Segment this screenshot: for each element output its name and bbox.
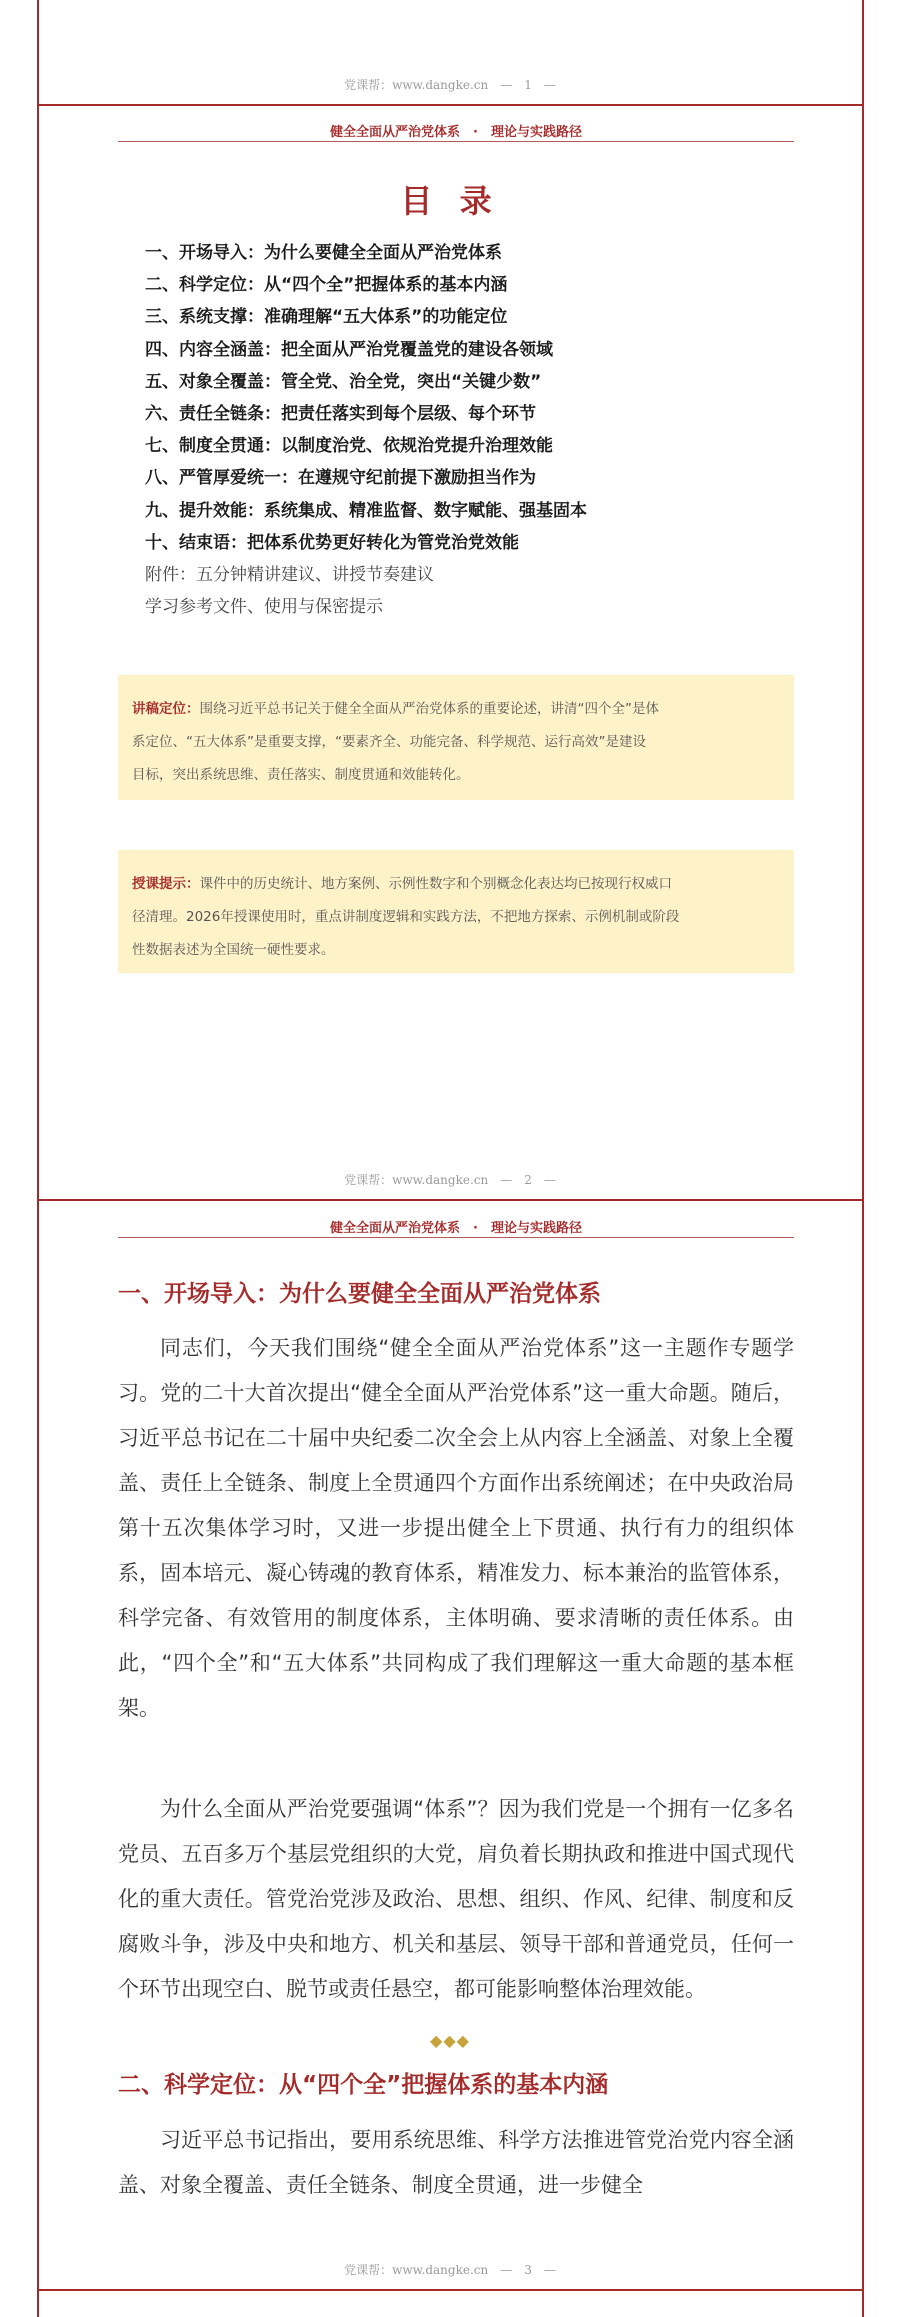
- toc-item[interactable]: 七、制度全贯通：以制度治党、依规治党提升治理效能: [145, 436, 553, 457]
- running-header-2: 健全全面从严治党体系 · 理论与实践路径: [330, 125, 582, 140]
- toc-item[interactable]: 一、开场导入：为什么要健全全面从严治党体系: [145, 243, 502, 263]
- header-rule-2: [118, 141, 794, 142]
- page-footer-1: 党课帮：www.dangke.cn — 1 —: [344, 78, 556, 92]
- running-header-3: 健全全面从严治党体系 · 理论与实践路径: [330, 1221, 582, 1236]
- toc-item[interactable]: 八、严管厚爱统一：在遵规守纪前提下激励担当作为: [145, 468, 536, 489]
- toc-item[interactable]: 四、内容全涵盖：把全面从严治党覆盖党的建设各领域: [145, 339, 553, 360]
- section-heading-2: 二、科学定位：从“四个全”把握体系的基本内涵: [118, 2072, 609, 2098]
- note-label: 授课提示：: [132, 876, 200, 892]
- note-text-line: 系定位、“五大体系”是重要支撑，“要素齐全、功能完备、科学规范、运行高效”是建设: [132, 734, 646, 750]
- body-paragraph: 同志们，今天我们围绕“健全全面从严治党体系”这一主题作专题学习。党的二十大首次提出“健全全面从严治党体系”这一重大命题。随后，习近平总书记在二十届中央纪委二次全会上从内容上全涵盖、对象上全覆盖、责任上全链条、制度上全贯通四个方面作出系统阐述；在中央政治局第十五次集体学习时，又进一步提出健全上下贯通、执行有力的组织体系，固本培元、凝心铸魂的教育体系，精准发力、标本兼治的监管体系，科学完备、有效管用的制度体系，主体明确、要求清晰的责任体系。由此，“四个全”和“五大体系”共同构成了我们理解这一重大命题的基本框架。: [118, 1336, 794, 1720]
- toc-title: 目 录: [400, 182, 500, 220]
- page-border-left: [37, 0, 39, 2317]
- page-footer-2: 党课帮：www.dangke.cn — 2 —: [344, 1173, 556, 1187]
- toc-item[interactable]: 九、提升效能：系统集成、精准监督、数字赋能、强基固本: [145, 500, 587, 521]
- section-heading-1: 一、开场导入：为什么要健全全面从严治党体系: [118, 1281, 601, 1307]
- note-text-line: 课件中的历史统计、地方案例、示例性数字和个别概念化表达均已按现行权威口: [199, 876, 672, 892]
- page-footer-3: 党课帮：www.dangke.cn — 3 —: [344, 2263, 556, 2277]
- page-separator-3: [37, 2289, 864, 2291]
- note-label: 讲稿定位：: [132, 701, 200, 717]
- toc-item[interactable]: 十、结束语：把体系优势更好转化为管党治党效能: [145, 532, 519, 553]
- section-divider-ornament: ◆◆◆: [430, 2031, 470, 2050]
- body-paragraph: 为什么全面从严治党要强调“体系”？因为我们党是一个拥有一亿多名党员、五百多万个基层党组织的大党，肩负着长期执政和推进中国式现代化的重大责任。管党治党涉及政治、思想、组织、作风、纪律、制度和反腐败斗争，涉及中央和地方、机关和基层、领导干部和普通党员，任何一个环节出现空白、脱节或责任悬空，都可能影响整体治理效能。: [118, 1797, 794, 2001]
- toc-item[interactable]: 五、对象全覆盖：管全党、治全党，突出“关键少数”: [145, 371, 542, 392]
- toc-item[interactable]: 六、责任全链条：把责任落实到每个层级、每个环节: [145, 404, 536, 425]
- body-paragraph: 习近平总书记指出，要用系统思维、科学方法推进管党治党内容全涵盖、对象全覆盖、责任全链条、制度全贯通，进一步健全: [118, 2128, 794, 2197]
- page-border-right: [862, 0, 864, 2317]
- toc-list: [145, 237, 785, 623]
- header-rule-3: [118, 1237, 794, 1238]
- note-text-line: 径清理。2026年授课使用时，重点讲制度逻辑和实践方法，不把地方探索、示例机制或阶段: [132, 909, 680, 925]
- toc-appendix-item[interactable]: 学习参考文件、使用与保密提示: [145, 597, 383, 618]
- note-text-line: 围绕习近平总书记关于健全全面从严治党体系的重要论述，讲清“四个全”是体: [199, 701, 659, 717]
- note-teaching-tips: [118, 850, 794, 973]
- note-text-line: 目标，突出系统思维、责任落实、制度贯通和效能转化。: [132, 767, 470, 783]
- page-separator-2: [37, 1199, 864, 1201]
- page-separator-1: [37, 104, 864, 106]
- toc-appendix-item[interactable]: 附件：五分钟精讲建议、讲授节奏建议: [145, 565, 434, 586]
- note-lecture-positioning: [118, 675, 794, 800]
- note-text-line: 性数据表述为全国统一硬性要求。: [132, 942, 335, 958]
- toc-item[interactable]: 三、系统支撑：准确理解“五大体系”的功能定位: [145, 307, 508, 328]
- toc-item[interactable]: 二、科学定位：从“四个全”把握体系的基本内涵: [145, 275, 508, 296]
